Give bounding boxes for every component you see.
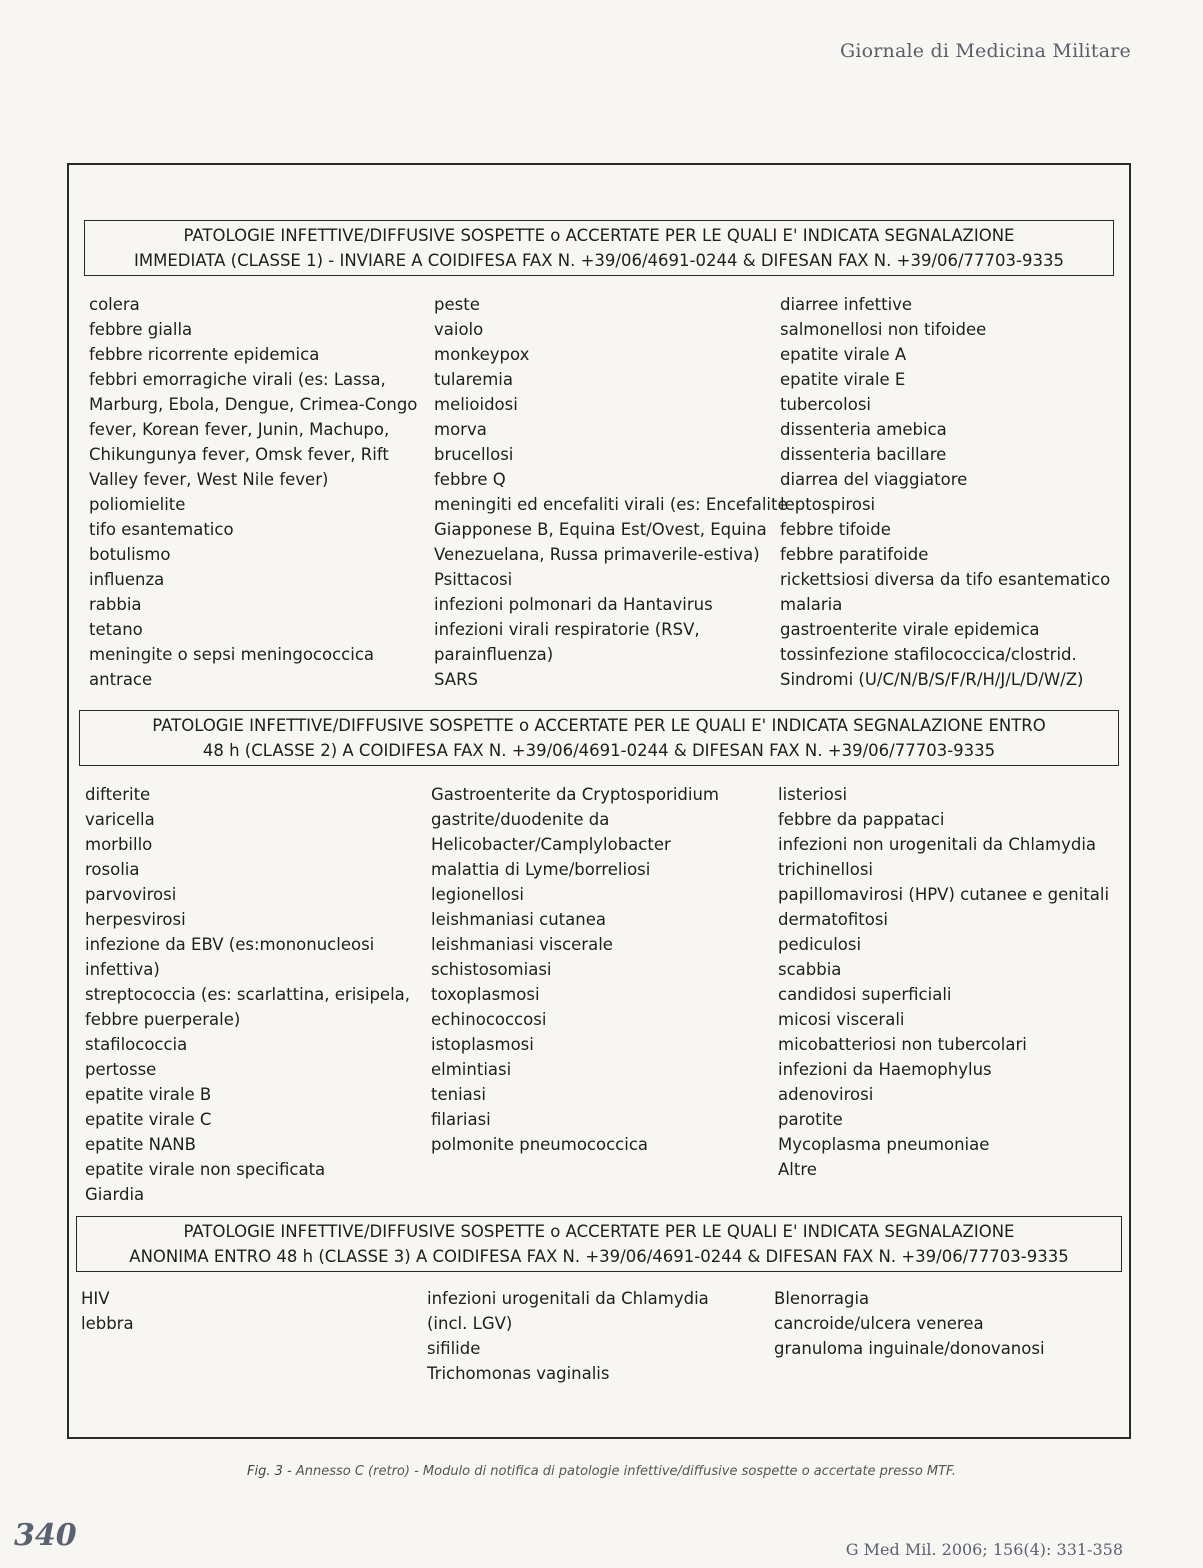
disease-list-item: salmonellosi non tifoidee xyxy=(780,320,987,339)
disease-list-item: teniasi xyxy=(431,1085,486,1104)
disease-list-item: infettiva) xyxy=(85,960,160,979)
disease-list-item: monkeypox xyxy=(434,345,530,364)
section-header xyxy=(84,220,1114,276)
disease-list-item: difterite xyxy=(85,785,151,804)
section-class-3 xyxy=(69,1216,1129,1383)
disease-list-item: istoplasmosi xyxy=(431,1035,534,1054)
disease-list-item: meningite o sepsi meningococcica xyxy=(89,645,375,664)
disease-list-item: malattia di Lyme/borreliosi xyxy=(431,860,651,879)
disease-list-item: parainfluenza) xyxy=(434,645,554,664)
disease-list-item: tetano xyxy=(89,620,143,639)
disease-list-item: infezioni polmonari da Hantavirus xyxy=(434,595,713,614)
disease-list-item: (incl. LGV) xyxy=(427,1314,513,1333)
figure-caption xyxy=(0,1464,1203,1479)
column-1 xyxy=(81,1286,134,1336)
disease-list-item: epatite virale C xyxy=(85,1110,212,1129)
disease-list-item: infezioni urogenitali da Chlamydia xyxy=(427,1289,709,1308)
disease-list-item: epatite virale B xyxy=(85,1085,212,1104)
disease-list-item: Helicobacter/Camplylobacter xyxy=(431,835,671,854)
disease-list-item: tifo esantematico xyxy=(89,520,234,539)
disease-list-item: parvovirosi xyxy=(85,885,177,904)
disease-list-item: diarree infettive xyxy=(780,295,913,314)
disease-list-item: morva xyxy=(434,420,487,439)
disease-list-item: fever, Korean fever, Junin, Machupo, xyxy=(89,420,390,439)
disease-list-item: febbre Q xyxy=(434,470,506,489)
disease-list-item: botulismo xyxy=(89,545,171,564)
disease-list-item: febbre tifoide xyxy=(780,520,891,539)
disease-list-item: elmintiasi xyxy=(431,1060,512,1079)
disease-list-item: herpesvirosi xyxy=(85,910,186,929)
caption-text: - Annesso C (retro) - Modulo di notifica di patologie infettive/diffusive sospette o accertate presso MTF. xyxy=(282,1464,956,1479)
disease-list-item: Trichomonas vaginalis xyxy=(427,1364,610,1383)
disease-list-item: stafilococcia xyxy=(85,1035,188,1054)
section-header xyxy=(76,1216,1122,1272)
header-line-1: PATOLOGIE INFETTIVE/DIFFUSIVE SOSPETTE o ACCERTATE PER LE QUALI E' INDICATA SEGNALAZIONE xyxy=(183,226,1015,245)
disease-list-item: tossinfezione stafilococcica/clostrid. xyxy=(780,645,1077,664)
column-2 xyxy=(434,292,788,692)
disease-list-item: febbre paratifoide xyxy=(780,545,929,564)
disease-list-item: pediculosi xyxy=(778,935,862,954)
column-3 xyxy=(778,782,1109,1182)
header-line-1: PATOLOGIE INFETTIVE/DIFFUSIVE SOSPETTE o ACCERTATE PER LE QUALI E' INDICATA SEGNALAZIONE xyxy=(183,1222,1015,1241)
disease-list-item: Giapponese B, Equina Est/Ovest, Equina xyxy=(434,520,767,539)
journal-title: Giornale di Medicina Militare xyxy=(839,40,1131,62)
disease-list-item: febbre da pappataci xyxy=(778,810,945,829)
disease-list-item: micobatteriosi non tubercolari xyxy=(778,1035,1027,1054)
column-1 xyxy=(85,782,410,1207)
disease-list-item: febbri emorragiche virali (es: Lassa, xyxy=(89,370,386,389)
disease-list-item: rickettsiosi diversa da tifo esantematico xyxy=(780,570,1111,589)
caption-figure-label: Fig. 3 xyxy=(247,1464,283,1479)
column-3 xyxy=(780,292,1110,692)
disease-list-item: filariasi xyxy=(431,1110,491,1129)
disease-list-item: brucellosi xyxy=(434,445,514,464)
disease-list-item: leishmaniasi cutanea xyxy=(431,910,606,929)
disease-list-item: Chikungunya fever, Omsk fever, Rift xyxy=(89,445,389,464)
disease-list-item: melioidosi xyxy=(434,395,518,414)
disease-list-item: epatite virale E xyxy=(780,370,906,389)
header-line-1: PATOLOGIE INFETTIVE/DIFFUSIVE SOSPETTE o ACCERTATE PER LE QUALI E' INDICATA SEGNALAZIONE ENTRO xyxy=(152,716,1046,735)
disease-list-item: Giardia xyxy=(85,1185,145,1204)
disease-list-item: epatite virale non specificata xyxy=(85,1160,326,1179)
disease-list-item: Valley fever, West Nile fever) xyxy=(89,470,329,489)
section-header xyxy=(79,710,1119,766)
disease-list-item: Venezuelana, Russa primaverile-estiva) xyxy=(434,545,760,564)
disease-list-item: rabbia xyxy=(89,595,142,614)
notification-form-frame xyxy=(67,163,1131,1439)
disease-list-item: toxoplasmosi xyxy=(431,985,540,1004)
column-2 xyxy=(427,1286,709,1386)
disease-list-item: varicella xyxy=(85,810,155,829)
disease-list-item: schistosomiasi xyxy=(431,960,552,979)
disease-list-item: HIV xyxy=(81,1289,110,1308)
disease-list-item: infezioni non urogenitali da Chlamydia xyxy=(778,835,1097,854)
disease-list-item: colera xyxy=(89,295,140,314)
disease-list-item: streptococcia (es: scarlattina, erisipela, xyxy=(85,985,411,1004)
disease-list-item: leishmaniasi viscerale xyxy=(431,935,613,954)
disease-list-item: Mycoplasma pneumoniae xyxy=(778,1135,990,1154)
disease-list-item: cancroide/ulcera venerea xyxy=(774,1314,984,1333)
disease-list-item: listeriosi xyxy=(778,785,848,804)
disease-list-item: dissenteria bacillare xyxy=(780,445,947,464)
column-3 xyxy=(774,1286,1045,1361)
disease-list-item: legionellosi xyxy=(431,885,524,904)
disease-list-item: dissenteria amebica xyxy=(780,420,947,439)
disease-list-item: Blenorragia xyxy=(774,1289,870,1308)
disease-list-item: gastroenterite virale epidemica xyxy=(780,620,1040,639)
disease-list-item: parotite xyxy=(778,1110,843,1129)
disease-list-item: poliomielite xyxy=(89,495,186,514)
disease-list-item: pertosse xyxy=(85,1060,157,1079)
section-class-2 xyxy=(69,710,1129,1204)
disease-list-item: tubercolosi xyxy=(780,395,871,414)
disease-list-item: Marburg, Ebola, Dengue, Crimea-Congo xyxy=(89,395,418,414)
disease-list-item: micosi viscerali xyxy=(778,1010,905,1029)
page-number: 340 xyxy=(14,1518,77,1553)
disease-list-item: antrace xyxy=(89,670,153,689)
disease-list-item: SARS xyxy=(434,670,479,689)
disease-list-item: epatite NANB xyxy=(85,1135,196,1154)
disease-list-item: tularemia xyxy=(434,370,513,389)
disease-list-item: Sindromi (U/C/N/B/S/F/R/H/J/L/D/W/Z) xyxy=(780,670,1084,689)
disease-list-item: febbre puerperale) xyxy=(85,1010,241,1029)
disease-list-item: infezioni virali respiratorie (RSV, xyxy=(434,620,700,639)
disease-list-item: morbillo xyxy=(85,835,153,854)
journal-citation: G Med Mil. 2006; 156(4): 331-358 xyxy=(845,1540,1123,1559)
disease-list-item: echinococcosi xyxy=(431,1010,547,1029)
disease-list-item: febbre ricorrente epidemica xyxy=(89,345,320,364)
column-1 xyxy=(89,292,417,692)
disease-list-item: sifilide xyxy=(427,1339,481,1358)
disease-list-item: rosolia xyxy=(85,860,140,879)
disease-list-item: scabbia xyxy=(778,960,842,979)
header-line-2: ANONIMA ENTRO 48 h (CLASSE 3) A COIDIFESA FAX N. +39/06/4691-0244 & DIFESAN FAX N. +39/06/77703-9335 xyxy=(129,1247,1069,1266)
disease-list-item: febbre gialla xyxy=(89,320,193,339)
disease-list-item: diarrea del viaggiatore xyxy=(780,470,968,489)
header-line-2: IMMEDIATA (CLASSE 1) - INVIARE A COIDIFESA FAX N. +39/06/4691-0244 & DIFESAN FAX N. +39/06/77703-9335 xyxy=(133,251,1064,270)
disease-list-item: gastrite/duodenite da xyxy=(431,810,610,829)
disease-list-item: Gastroenterite da Cryptosporidium xyxy=(431,785,720,804)
disease-list-item: candidosi superficiali xyxy=(778,985,952,1004)
header-line-2: 48 h (CLASSE 2) A COIDIFESA FAX N. +39/06/4691-0244 & DIFESAN FAX N. +39/06/77703-9335 xyxy=(202,741,996,760)
disease-list-item: Psittacosi xyxy=(434,570,513,589)
disease-list-item: trichinellosi xyxy=(778,860,874,879)
disease-list-item: vaiolo xyxy=(434,320,484,339)
disease-list-item: Altre xyxy=(778,1160,817,1179)
section-class-1 xyxy=(69,220,1129,689)
disease-list-item: malaria xyxy=(780,595,843,614)
disease-list-item: polmonite pneumococcica xyxy=(431,1135,649,1154)
disease-list-item: epatite virale A xyxy=(780,345,907,364)
column-2 xyxy=(431,782,719,1157)
disease-list-item: leptospirosi xyxy=(780,495,876,514)
disease-list-item: peste xyxy=(434,295,480,314)
disease-list-item: granuloma inguinale/donovanosi xyxy=(774,1339,1045,1358)
disease-list-item: meningiti ed encefaliti virali (es: Encefalite xyxy=(434,495,788,514)
disease-list-item: papillomavirosi (HPV) cutanee e genitali xyxy=(778,885,1110,904)
disease-list-item: influenza xyxy=(89,570,165,589)
disease-list-item: infezione da EBV (es:mononucleosi xyxy=(85,935,375,954)
disease-list-item: infezioni da Haemophylus xyxy=(778,1060,992,1079)
disease-list-item: adenovirosi xyxy=(778,1085,874,1104)
disease-list-item: dermatofitosi xyxy=(778,910,889,929)
disease-list-item: lebbra xyxy=(81,1314,134,1333)
